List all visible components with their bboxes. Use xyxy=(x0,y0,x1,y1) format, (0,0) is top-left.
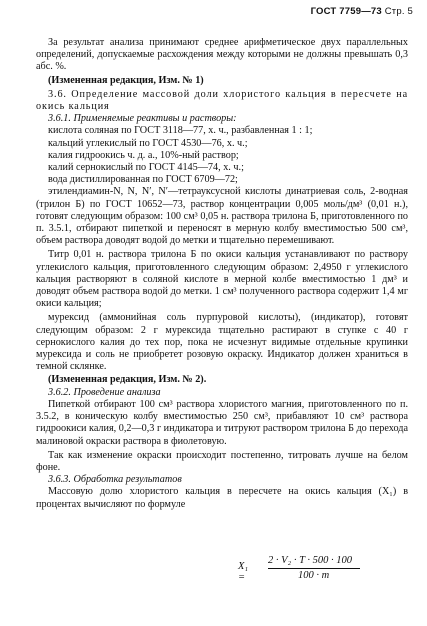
paragraph-titer: Титр 0,01 н. раствора трилона Б по окиси кальция устанавливают по раствору углекислого кальция, приготовленного следующим образом: 2,4950 г углекислого кальция растворяют в соляной кислоте в мерной колбе вместимостью 1 дм³ и доводят объем раствора водой до метки. 1 см³ полученного раствора содержит 1,4 мг окиси кальция; xyxy=(36,249,408,310)
paragraph-color-change: Так как изменение окраски происходит постепенно, титровать лучше на белом фоне. xyxy=(36,449,408,473)
reagent-item: кальций углекислый по ГОСТ 4530—76, х. ч.; xyxy=(48,137,248,149)
reagent-item: калий сернокислый по ГОСТ 4145—74, х. ч.; xyxy=(48,162,244,174)
reagent-item: вода дистиллированная по ГОСТ 6709—72; xyxy=(48,174,238,186)
formula-numerator: 2 · V₂ · T · 500 · 100 xyxy=(268,555,352,566)
paragraph-calculation: Массовую долю хлористого кальция в пересчете на окись кальция (X₁) в процентах вычисляют по формуле xyxy=(36,486,408,510)
page-header xyxy=(311,6,413,17)
paragraph-analysis: Пипеткой отбирают 100 см³ раствора хлористого магния, приготовленного по п. 3.5.2, в коническую колбу вместимостью 250 см³, прибавляют 10 см³ раствора гидроокиси калия, 0,2—0,3 г индикатора и титруют раствором трилона Б до перехода малиновой окраски раствора в фиолетовую. xyxy=(36,398,408,447)
amendment-note-1: (Измененная редакция, Изм. № 1) xyxy=(48,74,204,86)
paragraph-result: За результат анализа принимают среднее арифметическое двух параллельных определений, допускаемые расхождения между которыми не должны превышать 0,3 абс. %. xyxy=(36,37,408,73)
standard-number: ГОСТ 7759—73 xyxy=(310,6,382,17)
section-heading-3-6: 3.6. Определение массовой доли хлористого кальция в пересчете на окись кальция xyxy=(36,88,408,113)
subsection-heading-3-6-1: 3.6.1. Применяемые реактивы и растворы: xyxy=(48,113,237,125)
subsection-heading-3-6-3: 3.6.3. Обработка результатов xyxy=(48,474,182,486)
formula-denominator: 100 · m xyxy=(298,570,330,581)
document-body xyxy=(36,37,408,511)
page-number: Стр. 5 xyxy=(384,6,413,17)
reagent-item: калия гидроокись ч. д. а., 10%-ный раствор; xyxy=(48,149,239,161)
formula-lhs: X₁ = xyxy=(238,561,249,583)
subsection-heading-3-6-2: 3.6.2. Проведение анализа xyxy=(48,386,161,398)
paragraph-trilon: этилендиамин-N, N, N′, N′—тетрауксусной кислоты динатриевая соль, 2-водная (трилон Б) по ГОСТ 10652—73, раствор концентрации 0,005 моль/дм³ (0,01 н.), готовят следующим образом: 100 см³ 0,05 н. раствора трилона Б, приготовленного по п. 3.5.1, отбирают пипеткой и переносят в мерную колбу вместимостью 500 см³, объем раствора доводят водой до метки и тщательно перемешивают. xyxy=(36,186,408,247)
paragraph-murexide: мурексид (аммонийная соль пурпуровой кислоты), (индикатор), готовят следующим образом: 2 г мурексида тщательно растирают в ступке с 40 г сернокислого калия до тех пор, пока не исчезнут видимые отдельные крупинки мурексида и соль не приобретет розовую окраску. Индикатор должен храниться в темной склянке. xyxy=(36,312,408,373)
reagent-item: кислота соляная по ГОСТ 3118—77, х. ч., разбавленная 1 : 1; xyxy=(48,125,313,137)
fraction-bar xyxy=(268,568,360,569)
amendment-note-2: (Измененная редакция, Изм. № 2). xyxy=(48,374,207,386)
